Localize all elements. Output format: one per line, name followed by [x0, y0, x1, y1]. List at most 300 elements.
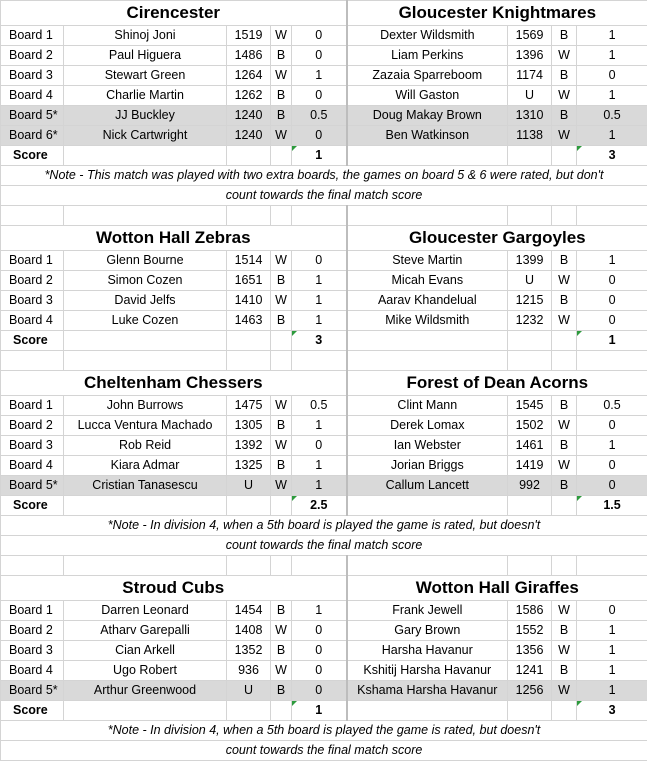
home-rating: 1454 [227, 601, 271, 621]
home-result: 0 [292, 681, 347, 701]
empty-cell [552, 556, 577, 576]
board-label: Board 2 [1, 46, 64, 66]
away-rating: 1241 [508, 661, 552, 681]
home-team-name: Wotton Hall Zebras [1, 226, 347, 251]
home-result: 0 [292, 126, 347, 146]
score-spacer [64, 701, 227, 721]
home-result: 0 [292, 621, 347, 641]
home-rating: 1463 [227, 311, 271, 331]
away-colour: B [552, 476, 577, 496]
empty-cell [292, 351, 347, 371]
spacer-row [1, 556, 647, 576]
board-label: Board 3 [1, 436, 64, 456]
away-player: Aarav Khandelual [347, 291, 508, 311]
home-rating: 1486 [227, 46, 271, 66]
board-row [1, 106, 647, 126]
away-result: 1 [577, 641, 647, 661]
board-row [1, 416, 647, 436]
away-player: Will Gaston [347, 86, 508, 106]
empty-cell [64, 351, 227, 371]
home-team-name: Cirencester [1, 1, 347, 26]
away-team-name: Gloucester Gargoyles [347, 226, 647, 251]
home-colour: W [271, 476, 292, 496]
board-label: Board 2 [1, 271, 64, 291]
away-result: 0 [577, 271, 647, 291]
home-player: Darren Leonard [64, 601, 227, 621]
away-colour: B [552, 436, 577, 456]
empty-cell [508, 556, 552, 576]
board-row [1, 26, 647, 46]
empty-cell [227, 206, 271, 226]
board-row [1, 396, 647, 416]
away-team-name: Forest of Dean Acorns [347, 371, 647, 396]
score-spacer [347, 331, 508, 351]
home-result: 1 [292, 271, 347, 291]
home-player: Rob Reid [64, 436, 227, 456]
board-row [1, 661, 647, 681]
away-score [577, 701, 647, 721]
away-score-value: 1 [608, 333, 616, 347]
away-player: Clint Mann [347, 396, 508, 416]
away-colour: W [552, 456, 577, 476]
empty-cell [271, 351, 292, 371]
comment-marker-icon [577, 146, 582, 151]
board-row [1, 681, 647, 701]
score-spacer [271, 146, 292, 166]
empty-cell [508, 351, 552, 371]
away-colour: B [552, 396, 577, 416]
match-note: count towards the final match score [1, 536, 647, 556]
score-label: Score [1, 496, 64, 516]
board-label: Board 2 [1, 621, 64, 641]
empty-cell [577, 556, 647, 576]
away-rating: 1552 [508, 621, 552, 641]
board-row [1, 271, 647, 291]
home-result: 0 [292, 86, 347, 106]
away-player: Jorian Briggs [347, 456, 508, 476]
away-rating: 1215 [508, 291, 552, 311]
away-colour: B [552, 66, 577, 86]
away-player: Dexter Wildsmith [347, 26, 508, 46]
home-player: Simon Cozen [64, 271, 227, 291]
board-row [1, 436, 647, 456]
board-label: Board 4 [1, 86, 64, 106]
away-result: 0.5 [577, 396, 647, 416]
score-spacer [508, 496, 552, 516]
away-colour: B [552, 251, 577, 271]
results-body [1, 1, 647, 761]
board-label: Board 4 [1, 456, 64, 476]
home-colour: B [271, 681, 292, 701]
home-result: 1 [292, 456, 347, 476]
score-label: Score [1, 146, 64, 166]
away-rating: 1399 [508, 251, 552, 271]
home-rating: 1475 [227, 396, 271, 416]
score-spacer [271, 496, 292, 516]
away-player: Mike Wildsmith [347, 311, 508, 331]
score-spacer [508, 331, 552, 351]
away-colour: B [552, 661, 577, 681]
empty-cell [227, 556, 271, 576]
board-row [1, 601, 647, 621]
away-player: Ben Watkinson [347, 126, 508, 146]
home-colour: B [271, 311, 292, 331]
score-spacer [347, 701, 508, 721]
home-colour: B [271, 601, 292, 621]
score-spacer [64, 496, 227, 516]
home-rating: 1240 [227, 106, 271, 126]
score-row [1, 701, 647, 721]
home-score-value: 1 [315, 148, 323, 162]
board-row [1, 86, 647, 106]
home-rating: 1651 [227, 271, 271, 291]
score-label: Score [1, 331, 64, 351]
score-label: Score [1, 701, 64, 721]
home-result: 0 [292, 641, 347, 661]
home-result: 0 [292, 436, 347, 456]
comment-marker-icon [292, 331, 297, 336]
home-colour: W [271, 661, 292, 681]
home-team-name: Cheltenham Chessers [1, 371, 347, 396]
away-rating: 1569 [508, 26, 552, 46]
away-rating: 1138 [508, 126, 552, 146]
board-label: Board 1 [1, 601, 64, 621]
home-team-name: Stroud Cubs [1, 576, 347, 601]
home-player: Atharv Garepalli [64, 621, 227, 641]
home-result: 0 [292, 26, 347, 46]
home-rating: 1514 [227, 251, 271, 271]
empty-cell [292, 206, 347, 226]
spacer-row [1, 206, 647, 226]
match-note: count towards the final match score [1, 741, 647, 761]
board-row [1, 126, 647, 146]
home-colour: W [271, 26, 292, 46]
away-result: 1 [577, 86, 647, 106]
note-row [1, 721, 647, 741]
home-colour: B [271, 86, 292, 106]
away-colour: W [552, 46, 577, 66]
home-player: Shinoj Joni [64, 26, 227, 46]
away-player: Kshitij Harsha Havanur [347, 661, 508, 681]
home-player: Charlie Martin [64, 86, 227, 106]
score-spacer [227, 146, 271, 166]
away-rating: 1256 [508, 681, 552, 701]
away-rating: 1419 [508, 456, 552, 476]
home-player: John Burrows [64, 396, 227, 416]
home-rating: 1325 [227, 456, 271, 476]
board-label: Board 1 [1, 251, 64, 271]
away-player: Liam Perkins [347, 46, 508, 66]
home-player: David Jelfs [64, 291, 227, 311]
home-colour: W [271, 436, 292, 456]
away-score [577, 331, 647, 351]
away-player: Frank Jewell [347, 601, 508, 621]
home-colour: B [271, 271, 292, 291]
score-spacer [552, 701, 577, 721]
away-rating: U [508, 86, 552, 106]
home-score [292, 496, 347, 516]
home-player: Paul Higuera [64, 46, 227, 66]
away-result: 0 [577, 416, 647, 436]
match-header [1, 576, 647, 601]
board-label: Board 3 [1, 66, 64, 86]
away-colour: W [552, 86, 577, 106]
home-result: 1 [292, 311, 347, 331]
away-player: Harsha Havanur [347, 641, 508, 661]
home-rating: 1262 [227, 86, 271, 106]
comment-marker-icon [292, 701, 297, 706]
home-colour: W [271, 291, 292, 311]
board-row [1, 46, 647, 66]
match-note: count towards the final match score [1, 186, 647, 206]
empty-cell [271, 206, 292, 226]
match-header [1, 371, 647, 396]
score-spacer [64, 331, 227, 351]
away-score-value: 1.5 [603, 498, 621, 512]
score-spacer [508, 701, 552, 721]
home-rating: 1519 [227, 26, 271, 46]
home-rating: U [227, 681, 271, 701]
match-header [1, 1, 647, 26]
empty-cell [64, 556, 227, 576]
empty-cell [508, 206, 552, 226]
away-colour: B [552, 621, 577, 641]
home-result: 1 [292, 476, 347, 496]
score-spacer [227, 496, 271, 516]
home-player: Stewart Green [64, 66, 227, 86]
home-colour: B [271, 416, 292, 436]
home-result: 0 [292, 661, 347, 681]
away-player: Kshama Harsha Havanur [347, 681, 508, 701]
note-row [1, 741, 647, 761]
match-note: *Note - In division 4, when a 5th board is played the game is rated, but doesn't [1, 516, 647, 536]
away-rating: 1586 [508, 601, 552, 621]
away-result: 0 [577, 311, 647, 331]
score-spacer [347, 496, 508, 516]
board-label: Board 2 [1, 416, 64, 436]
away-rating: 1502 [508, 416, 552, 436]
board-row [1, 311, 647, 331]
away-player: Doug Makay Brown [347, 106, 508, 126]
away-colour: B [552, 291, 577, 311]
away-colour: W [552, 126, 577, 146]
score-spacer [552, 146, 577, 166]
score-row [1, 331, 647, 351]
away-rating: 992 [508, 476, 552, 496]
score-row [1, 496, 647, 516]
board-label: Board 3 [1, 641, 64, 661]
board-row [1, 456, 647, 476]
away-result: 0 [577, 601, 647, 621]
board-label: Board 5* [1, 476, 64, 496]
empty-cell [227, 351, 271, 371]
away-colour: W [552, 311, 577, 331]
home-colour: W [271, 396, 292, 416]
away-rating: 1396 [508, 46, 552, 66]
board-label: Board 1 [1, 26, 64, 46]
away-result: 0 [577, 291, 647, 311]
note-row [1, 536, 647, 556]
comment-marker-icon [577, 496, 582, 501]
empty-cell [64, 206, 227, 226]
away-result: 1 [577, 126, 647, 146]
empty-cell [577, 206, 647, 226]
empty-cell [271, 556, 292, 576]
away-player: Micah Evans [347, 271, 508, 291]
home-score-value: 1 [315, 703, 323, 717]
empty-cell [347, 351, 508, 371]
home-rating: 1392 [227, 436, 271, 456]
away-player: Zazaia Sparreboom [347, 66, 508, 86]
home-result: 0.5 [292, 396, 347, 416]
away-player: Ian Webster [347, 436, 508, 456]
score-spacer [347, 146, 508, 166]
empty-cell [1, 351, 64, 371]
home-result: 1 [292, 66, 347, 86]
home-player: Lucca Ventura Machado [64, 416, 227, 436]
away-rating: 1310 [508, 106, 552, 126]
away-result: 0 [577, 66, 647, 86]
home-colour: W [271, 251, 292, 271]
home-result: 1 [292, 601, 347, 621]
home-player: Ugo Robert [64, 661, 227, 681]
empty-cell [552, 351, 577, 371]
home-colour: W [271, 621, 292, 641]
comment-marker-icon [292, 146, 297, 151]
board-label: Board 4 [1, 661, 64, 681]
away-score [577, 146, 647, 166]
spacer-row [1, 351, 647, 371]
empty-cell [1, 206, 64, 226]
match-note: *Note - This match was played with two extra boards, the games on board 5 & 6 were rated, but don't [1, 166, 647, 186]
away-result: 1 [577, 26, 647, 46]
away-colour: W [552, 416, 577, 436]
away-result: 1 [577, 46, 647, 66]
home-colour: B [271, 641, 292, 661]
home-rating: 936 [227, 661, 271, 681]
board-row [1, 291, 647, 311]
home-player: Cristian Tanasescu [64, 476, 227, 496]
empty-cell [347, 556, 508, 576]
home-score-value: 2.5 [310, 498, 328, 512]
home-rating: 1305 [227, 416, 271, 436]
away-score-value: 3 [608, 148, 616, 162]
home-rating: U [227, 476, 271, 496]
home-player: Kiara Admar [64, 456, 227, 476]
match-note: *Note - In division 4, when a 5th board is played the game is rated, but doesn't [1, 721, 647, 741]
home-player: Luke Cozen [64, 311, 227, 331]
board-label: Board 4 [1, 311, 64, 331]
away-rating: 1232 [508, 311, 552, 331]
score-spacer [271, 331, 292, 351]
board-label: Board 6* [1, 126, 64, 146]
home-result: 0 [292, 46, 347, 66]
away-rating: 1356 [508, 641, 552, 661]
away-player: Callum Lancett [347, 476, 508, 496]
away-player: Steve Martin [347, 251, 508, 271]
board-row [1, 251, 647, 271]
note-row [1, 166, 647, 186]
home-score [292, 701, 347, 721]
home-score [292, 146, 347, 166]
board-label: Board 5* [1, 681, 64, 701]
home-player: Nick Cartwright [64, 126, 227, 146]
away-rating: U [508, 271, 552, 291]
score-spacer [271, 701, 292, 721]
board-row [1, 621, 647, 641]
board-label: Board 1 [1, 396, 64, 416]
home-rating: 1410 [227, 291, 271, 311]
away-result: 1 [577, 661, 647, 681]
away-result: 0.5 [577, 106, 647, 126]
home-rating: 1408 [227, 621, 271, 641]
score-spacer [227, 701, 271, 721]
home-colour: B [271, 46, 292, 66]
away-player: Gary Brown [347, 621, 508, 641]
away-colour: W [552, 271, 577, 291]
empty-cell [552, 206, 577, 226]
away-colour: W [552, 641, 577, 661]
home-colour: W [271, 66, 292, 86]
home-rating: 1264 [227, 66, 271, 86]
home-result: 0 [292, 251, 347, 271]
home-player: Glenn Bourne [64, 251, 227, 271]
note-row [1, 516, 647, 536]
away-team-name: Wotton Hall Giraffes [347, 576, 647, 601]
board-label: Board 5* [1, 106, 64, 126]
away-colour: B [552, 26, 577, 46]
home-score [292, 331, 347, 351]
away-result: 1 [577, 621, 647, 641]
score-spacer [64, 146, 227, 166]
match-header [1, 226, 647, 251]
comment-marker-icon [292, 496, 297, 501]
home-colour: W [271, 126, 292, 146]
board-row [1, 641, 647, 661]
empty-cell [347, 206, 508, 226]
away-score [577, 496, 647, 516]
home-result: 0.5 [292, 106, 347, 126]
home-player: Arthur Greenwood [64, 681, 227, 701]
away-result: 0 [577, 476, 647, 496]
home-rating: 1352 [227, 641, 271, 661]
home-player: Cian Arkell [64, 641, 227, 661]
score-spacer [552, 496, 577, 516]
empty-cell [577, 351, 647, 371]
away-rating: 1461 [508, 436, 552, 456]
home-colour: B [271, 456, 292, 476]
away-result: 0 [577, 456, 647, 476]
home-result: 1 [292, 291, 347, 311]
empty-cell [292, 556, 347, 576]
score-spacer [552, 331, 577, 351]
home-player: JJ Buckley [64, 106, 227, 126]
away-score-value: 3 [608, 703, 616, 717]
home-rating: 1240 [227, 126, 271, 146]
away-team-name: Gloucester Knightmares [347, 1, 647, 26]
score-spacer [227, 331, 271, 351]
board-row [1, 66, 647, 86]
away-rating: 1545 [508, 396, 552, 416]
comment-marker-icon [577, 701, 582, 706]
empty-cell [1, 556, 64, 576]
score-spacer [508, 146, 552, 166]
board-label: Board 3 [1, 291, 64, 311]
away-result: 1 [577, 681, 647, 701]
away-rating: 1174 [508, 66, 552, 86]
home-score-value: 3 [315, 333, 323, 347]
home-colour: B [271, 106, 292, 126]
